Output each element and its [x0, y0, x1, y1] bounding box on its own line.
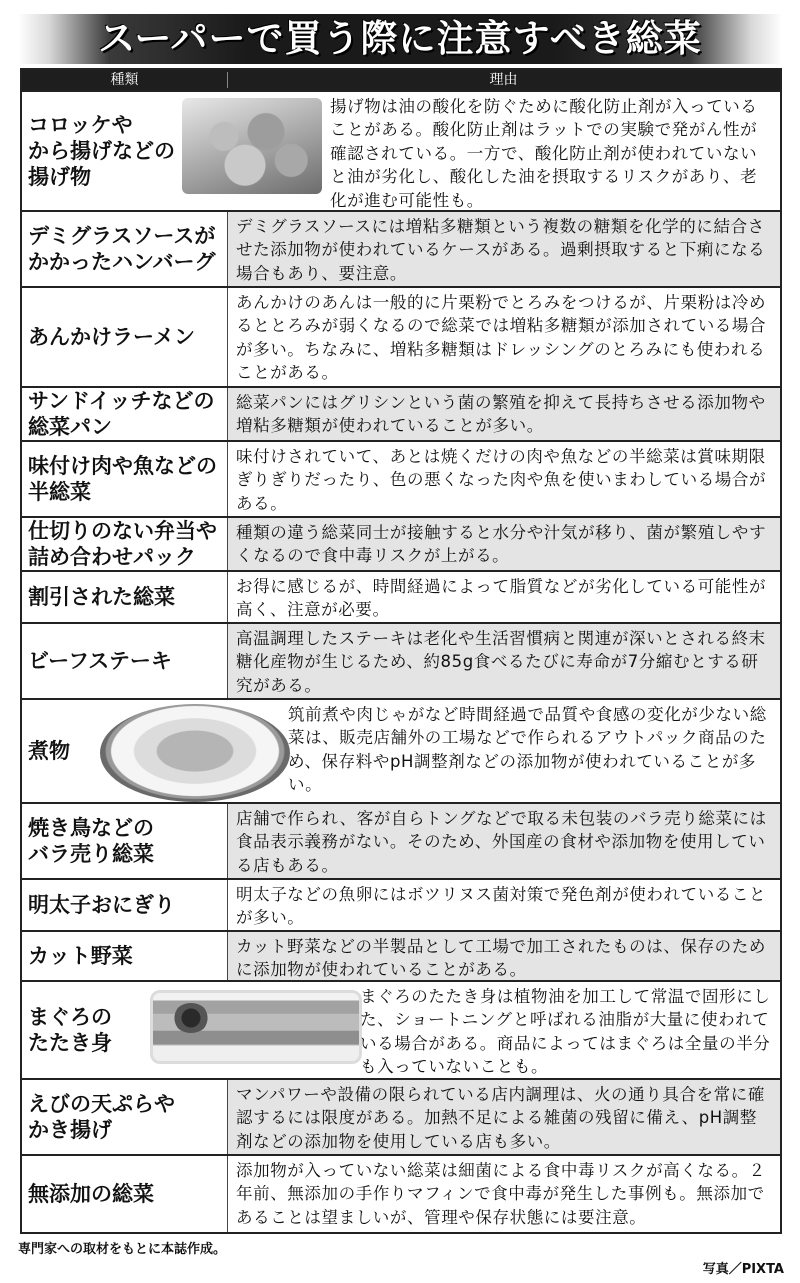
category-cell: まぐろの たたき身 [28, 1005, 112, 1055]
table-row [22, 980, 780, 1078]
category-cell: デミグラスソースが かかったハンバーグ [28, 224, 216, 274]
table-row [22, 570, 780, 622]
photo-credit: 写真／PIXTA [702, 1262, 784, 1277]
category-cell: 割引された総菜 [28, 585, 175, 609]
reason-cell: お得に感じるが、時間経過によって脂質などが劣化している可能性が高く、注意が必要。 [227, 572, 780, 622]
category-cell: あんかけラーメン [28, 325, 195, 349]
table-row [22, 802, 780, 878]
table-row [22, 210, 780, 286]
table-row [22, 878, 780, 930]
table-row [22, 698, 780, 802]
category-cell: 明太子おにぎり [28, 893, 175, 917]
source-note: 専門家への取材をもとに本誌作成。 [18, 1242, 227, 1257]
warning-table [20, 68, 782, 1234]
category-cell: 無添加の総菜 [28, 1182, 154, 1206]
table-row [22, 386, 780, 440]
maguro-photo [150, 990, 362, 1064]
category-cell: コロッケや から揚げなどの 揚げ物 [28, 113, 175, 189]
header-category: 種類 [110, 72, 139, 88]
reason-cell: 揚げ物は油の酸化を防ぐために酸化防止剤が入っていることがある。酸化防止剤はラットでの実験で発がん性が確認されている。一方で、酸化防止剤が使われていないと油が劣化し、酸化した油を摂取するリスクがあり、老化が進む可能性も。 [330, 97, 758, 210]
table-row [22, 286, 780, 386]
table-row [22, 622, 780, 698]
reason-cell: マンパワーや設備の限られている店内調理は、火の通り具合を常に確認するには限度がある。加熱不足による雑菌の残留に備え、pH調整剤などの添加物を使用している店も多い。 [227, 1080, 780, 1154]
category-cell: サンドイッチなどの 総菜パン [28, 389, 215, 439]
reason-cell: 添加物が入っていない総菜は細菌による食中毒リスクが高くなる。２年前、無添加の手作りマフィンで食中毒が発生した事例も。無添加であることは望ましいが、管理や保存状態には要注意。 [227, 1156, 780, 1232]
header-reason: 理由 [489, 72, 518, 88]
category-cell: 味付け肉や魚などの 半総菜 [28, 454, 217, 504]
category-cell: 仕切りのない弁当や 詰め合わせパック [28, 519, 217, 569]
reason-cell: カット野菜などの半製品として工場で加工されたものは、保存のために添加物が使われていることがある。 [227, 932, 780, 980]
reason-cell: 筑前煮や肉じゃがなど時間経過で品質や食感の変化が少ない総菜は、販売店舗外の工場などで作られるアウトパック商品のため、保存料やpH調整剤などの添加物が使われていることが多い。 [288, 705, 767, 795]
reason-cell: あんかけのあんは一般的に片栗粉でとろみをつけるが、片栗粉は冷めるととろみが弱くなるので総菜では増粘多糖類が添加されている場合が多い。ちなみに、増粘多糖類はドレッシングのとろみにも使われることがある。 [227, 288, 780, 386]
table-row [22, 440, 780, 516]
table-row [22, 516, 780, 570]
fried-food-photo [182, 98, 322, 194]
reason-cell: まぐろのたたき身は植物油を加工して常温で固形にした、ショートニングと呼ばれる油脂が大量に使われている場合がある。商品によってはまぐろは全量の半分も入っていないことも。 [360, 987, 771, 1077]
category-cell: ビーフステーキ [28, 649, 172, 673]
reason-cell: 高温調理したステーキは老化や生活習慣病と関連が深いとされる終末糖化産物が生じるため、約85g食べるたびに寿命が7分縮むとする研究がある。 [227, 624, 780, 698]
table-row [22, 1078, 780, 1154]
reason-cell: 総菜パンにはグリシンという菌の繁殖を抑えて長持ちさせる添加物や増粘多糖類が使われていることが多い。 [227, 388, 780, 440]
table-row [22, 1154, 780, 1232]
category-cell: 煮物 [28, 739, 70, 763]
reason-cell: デミグラスソースには増粘多糖類という複数の糖類を化学的に結合させた添加物が使われているケースがある。過剰摂取すると下痢になる場合もあり、要注意。 [227, 212, 780, 286]
page-title: スーパーで買う際に注意すべき総菜 [98, 17, 702, 60]
nimono-photo [100, 704, 290, 802]
reason-cell: 店舗で作られ、客が自らトングなどで取る未包装のバラ売り総菜には食品表示義務がない。そのため、外国産の食材や添加物を使用している店もある。 [227, 804, 780, 878]
category-cell: 焼き鳥などの バラ売り総菜 [28, 816, 154, 866]
category-cell: カット野菜 [28, 944, 133, 968]
category-cell: えびの天ぷらや かき揚げ [28, 1092, 175, 1142]
table-header [22, 70, 780, 90]
reason-cell: 明太子などの魚卵にはボツリヌス菌対策で発色剤が使われていることが多い。 [227, 880, 780, 930]
reason-cell: 味付けされていて、あとは焼くだけの肉や魚などの半総菜は賞味期限ぎりぎりだったり、色の悪くなった肉や魚を使いまわしている場合がある。 [227, 442, 780, 516]
reason-cell: 種類の違う総菜同士が接触すると水分や汁気が移り、菌が繁殖しやすくなるので食中毒リスクが上がる。 [227, 518, 780, 570]
table-row [22, 90, 780, 210]
table-row [22, 930, 780, 980]
